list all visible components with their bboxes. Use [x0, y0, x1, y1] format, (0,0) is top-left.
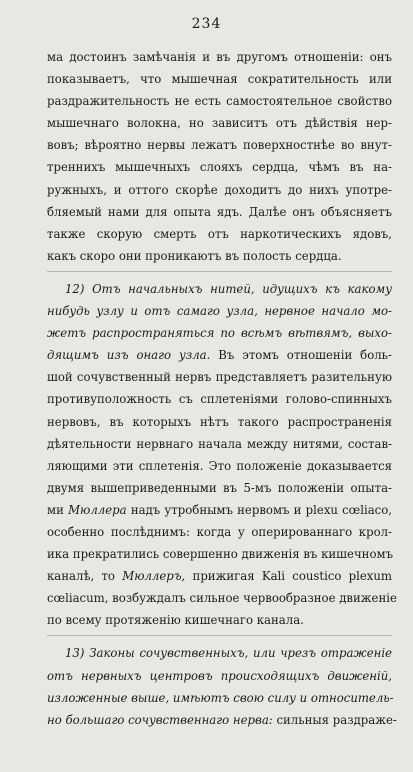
text-line: особенно послѣднимъ: когда у оперированнаго крол- — [47, 524, 392, 539]
text-line — [47, 709, 397, 731]
text-line: по всему протяженію кишечнаго канала. — [47, 613, 304, 628]
author-name: Мюллера — [68, 502, 127, 517]
text-line — [47, 565, 392, 587]
text-line: ма достоинъ замѣчанія и въ другомъ отношеніи: онъ — [47, 50, 392, 64]
text-line: дѣятельности нервнаго начала между нитями, состав- — [47, 436, 392, 451]
text-line: 12) Отъ начальныхъ нитей, идущихъ къ какому — [65, 281, 392, 296]
text-line: противуположность съ сплетеніями голово-спинныхъ — [47, 392, 392, 407]
text-line: ружныхъ, и оттого скорѣе доходитъ до нихъ употре- — [47, 182, 392, 197]
text-line: ляющими эти сплетенія. Это положеніе доказывается — [47, 458, 392, 473]
text-line: двумя вышеприведенными въ 5-мъ положеніи опыта- — [47, 480, 392, 495]
italic-run: дящимъ изъ онаго узла. — [47, 348, 211, 363]
text-line: изложенные выше, имѣютъ свою силу и относитель- — [47, 690, 394, 705]
text-line: жетъ распространяться по всѣмъ вѣтвямъ, выхо- — [47, 326, 392, 341]
paragraph-13 — [47, 642, 397, 730]
text-line: показываетъ, что мышечная сократительность или — [47, 72, 392, 87]
text-line: cœliacum, возбуждалъ сильное червообразное движеніе — [47, 591, 397, 606]
page-body — [47, 46, 397, 731]
page-number: 234 — [191, 16, 222, 32]
text-line — [47, 344, 392, 366]
text-line: 13) Законы сочувственныхъ, или чрезъ отраженіе — [65, 646, 392, 661]
text-run: сильныя раздраже- — [272, 712, 397, 727]
text-run: прижигая Kali coustico plexum — [185, 569, 392, 584]
paragraph-divider — [47, 271, 392, 272]
text-line: также скорую смерть отъ наркотическихъ ядовъ, — [47, 226, 392, 241]
text-run: надъ утробнымъ нервомъ и plexu cœliaco, — [126, 502, 392, 517]
text-line — [47, 499, 392, 521]
text-line: шой сочувственный нервъ представляетъ разительную — [47, 370, 392, 385]
paragraph-12 — [47, 278, 397, 632]
text-line: ика прекратились совершенно движенія въ кишечномъ — [47, 547, 394, 562]
text-line: какъ скоро они проникаютъ въ полость сердца. — [47, 248, 342, 263]
text-line: мышечнаго волокна, но зависитъ отъ дѣйствія нер- — [47, 116, 392, 131]
text-line: нибудь узлу и отъ самаго узла, нервное начало мо- — [47, 304, 392, 319]
paragraph-divider — [47, 635, 392, 636]
text-line: бляемый нами для опыта ядъ. Далѣе онъ объясняетъ — [47, 204, 392, 219]
author-name: Мюллеръ, — [122, 569, 186, 584]
text-line: треннихъ мышечныхъ слояхъ сердца, чѣмъ въ на- — [47, 160, 392, 175]
text-line: раздражительность не есть самостоятельное свойство — [47, 94, 392, 109]
text-run: каналѣ, то — [47, 569, 123, 584]
text-run: ми — [47, 502, 69, 517]
text-run: Въ этомъ отношеніи боль- — [210, 348, 392, 363]
paragraph-1 — [47, 46, 392, 267]
text-line: нервовъ, въ которыхъ нѣтъ такого распространенія — [47, 414, 392, 429]
italic-run: но большаго сочувственнаго нерва: — [47, 712, 273, 727]
text-line: отъ нервныхъ центровъ происходящихъ движеній, — [47, 668, 392, 683]
text-line: вовъ; вѣроятно нервы лежатъ поверхностнѣе во внут- — [47, 138, 392, 153]
